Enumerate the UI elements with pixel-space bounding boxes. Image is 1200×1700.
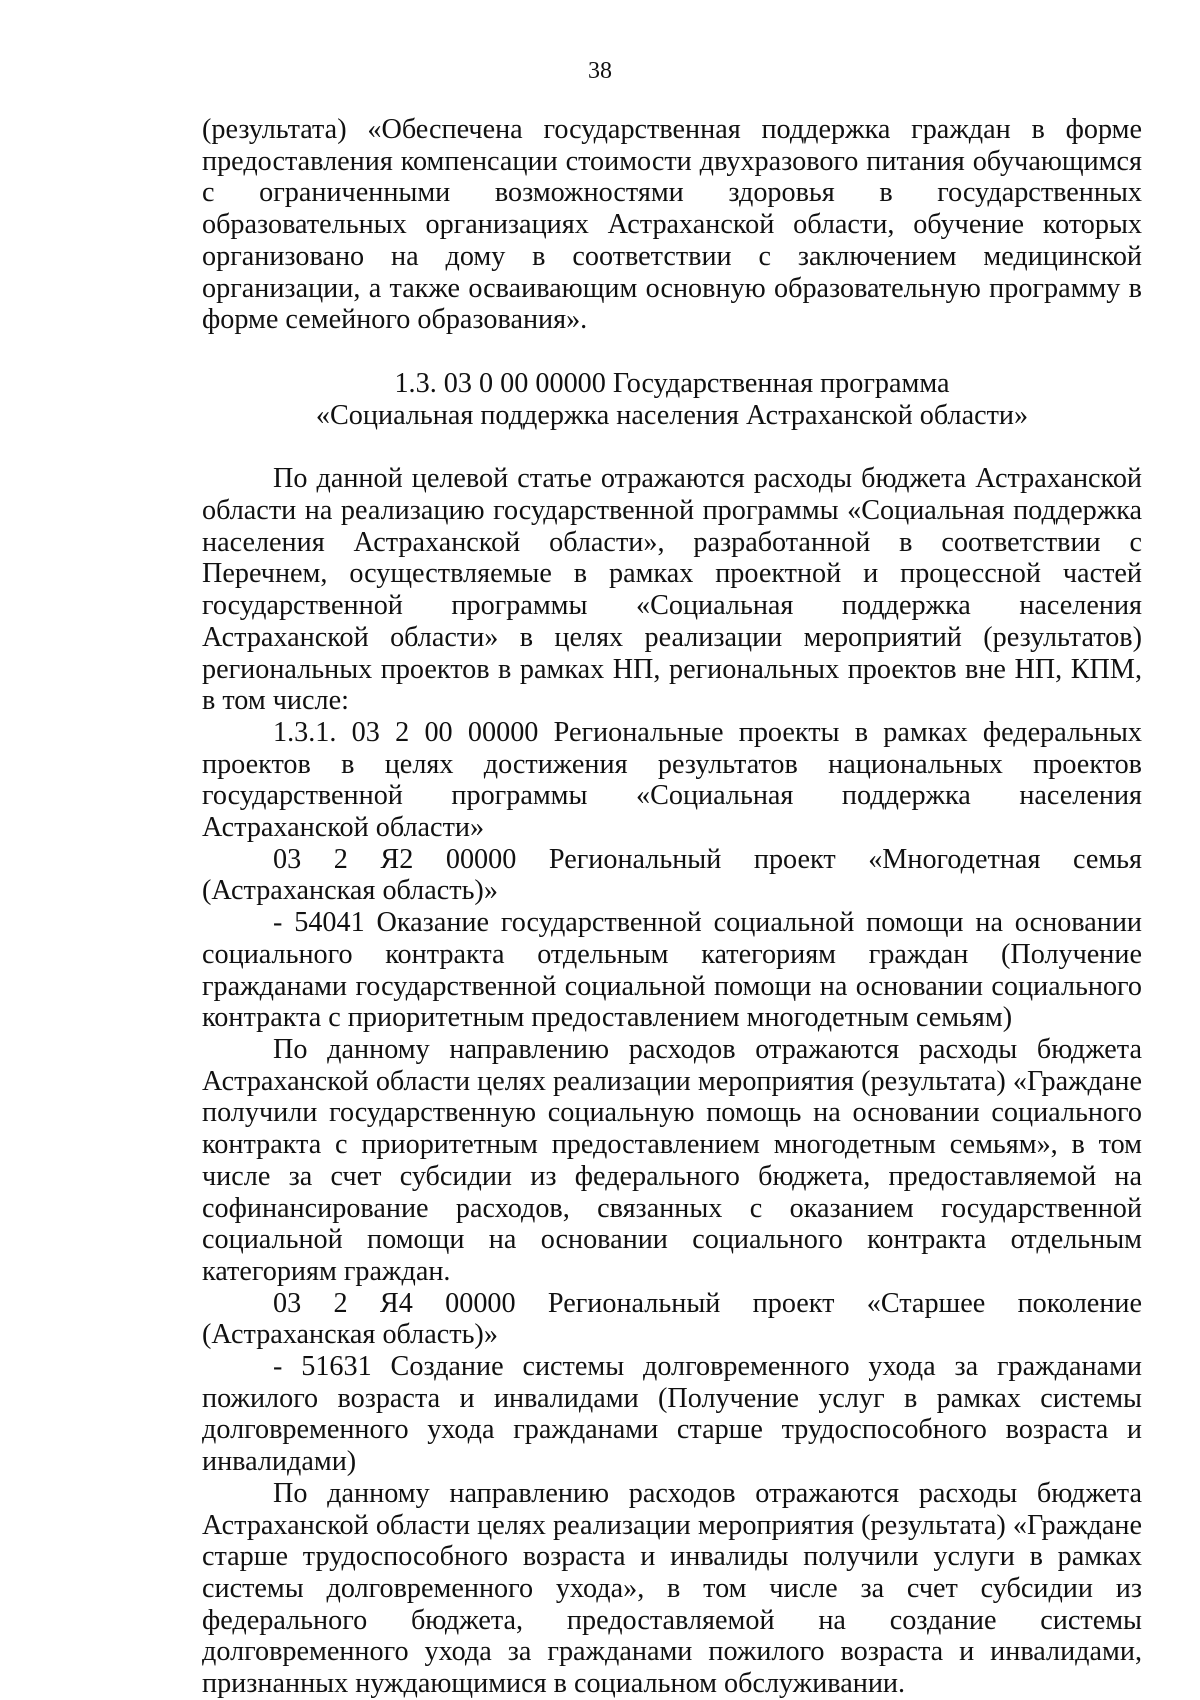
paragraph-direction-54041: По данному направлению расходов отражаются расходы бюджета Астраханской области целях реализации мероприятия (результата) «Граждане получили государственную социальную помощь на основании социального контракта с приоритетным предоставлением многодетным семьям», в том числе за счет субсидии из федерального бюджета, предоставляемой на софинансирование расходов, связанных с оказанием государственной социальной помощи на основании социального контракта отдельным категориям граждан. <box>202 1033 1142 1287</box>
paragraph-project-ya2: 03 2 Я2 00000 Региональный проект «Многодетная семья (Астраханская область)» <box>202 843 1142 907</box>
paragraph-intro: По данной целевой статье отражаются расходы бюджета Астраханской области на реализацию государственной программы «Социальная поддержка населения Астраханской области», разработанной в соответствии с Перечнем, осуществляемые в рамках проектной и процессной частей государственной программы «Социальная поддержка населения Астраханской области» в целях реализации мероприятий (результатов) региональных проектов в рамках НП, региональных проектов вне НП, КПМ, в том числе: <box>202 463 1142 717</box>
page-number: 38 <box>588 58 612 84</box>
section-heading <box>202 368 1142 431</box>
paragraph-item-51631: - 51631 Создание системы долговременного ухода за гражданами пожилого возраста и инвалидами (Получение услуг в рамках системы долговременного ухода гражданами старше трудоспособного возраста и инвалидами) <box>202 1351 1142 1478</box>
paragraph-continuation: (результата) «Обеспечена государственная поддержка граждан в форме предоставления компенсации стоимости двухразового питания обучающимся с ограниченными возможностями здоровья в государственных образовательных организациях Астраханской области, обучение которых организовано на дому в соответствии с заключением медицинской организации, а также осваивающим основную образовательную программу в форме семейного образования». <box>202 114 1142 336</box>
section-heading-line-1: 1.3. 03 0 00 00000 Государственная программа <box>394 367 950 399</box>
paragraph-project-ya4: 03 2 Я4 00000 Региональный проект «Старшее поколение (Астраханская область)» <box>202 1287 1142 1351</box>
paragraph-subsection-1-3-1: 1.3.1. 03 2 00 00000 Региональные проекты в рамках федеральных проектов в целях достижения результатов национальных проектов государственной программы «Социальная поддержка населения Астраханской области» <box>202 716 1142 844</box>
section-heading-line-2: «Социальная поддержка населения Астраханской области» <box>315 399 1029 431</box>
paragraph-item-54041: - 54041 Оказание государственной социальной помощи на основании социального контракта отдельным категориям граждан (Получение гражданами государственной социальной помощи на основании социального контракта с приоритетным предоставлением многодетным семьям) <box>202 907 1142 1034</box>
document-body <box>202 114 1142 1700</box>
paragraph-direction-51631: По данному направлению расходов отражаются расходы бюджета Астраханской области целях реализации мероприятия (результата) «Граждане старше трудоспособного возраста и инвалиды получили услуги в рамках системы долговременного ухода», в том числе за счет субсидии из федерального бюджета, предоставляемой на создание системы долговременного ухода за гражданами пожилого возраста и инвалидами, признанных нуждающимися в социальном обслуживании. <box>202 1477 1142 1700</box>
